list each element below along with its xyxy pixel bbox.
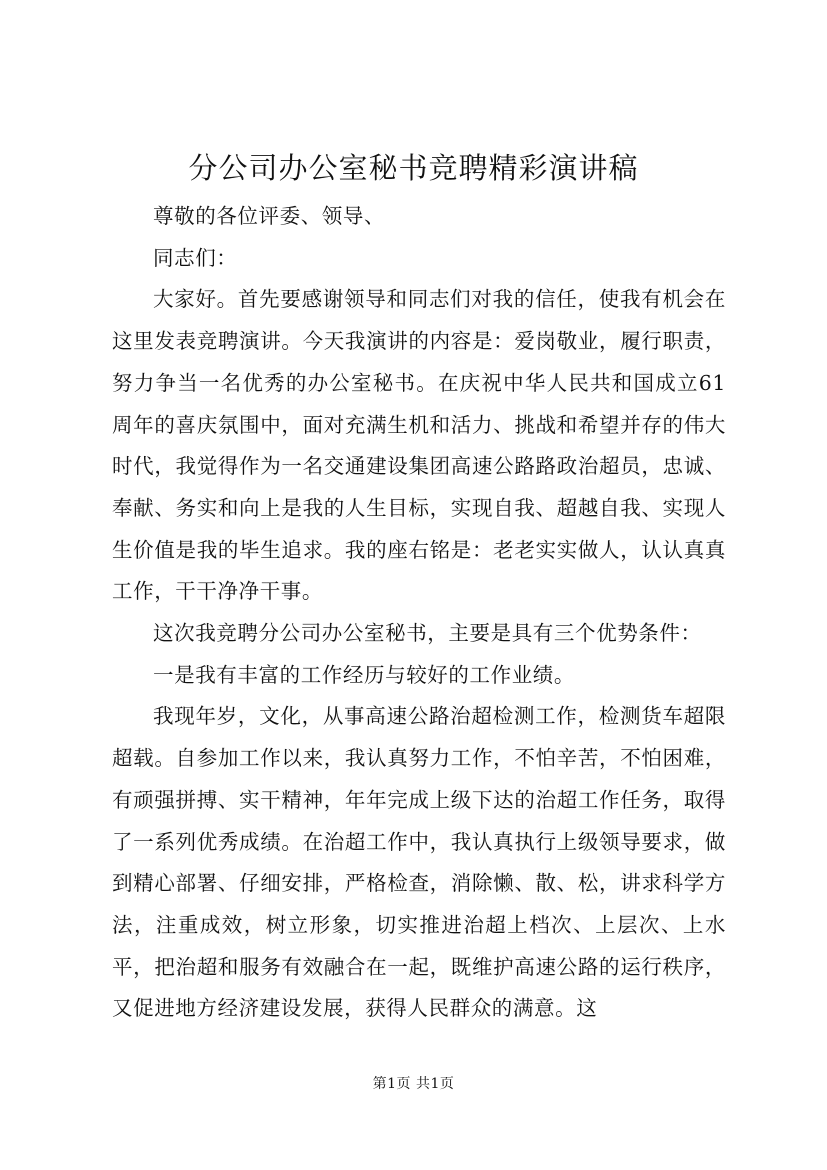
- paragraph-point-one: 一是我有丰富的工作经历与较好的工作业绩。: [153, 662, 575, 687]
- paragraph-advantages: 这次我竞聘分公司办公室秘书，主要是具有三个优势条件：: [153, 621, 702, 646]
- document-body: [112, 196, 726, 1030]
- document-title: 分公司办公室秘书竞聘精彩演讲稿: [188, 151, 639, 185]
- salutation-line-1: 尊敬的各位评委、领导、: [153, 204, 386, 228]
- salutation-line-2: 同志们：: [153, 245, 238, 270]
- paragraph-intro: 大家好。首先要感谢领导和同志们对我的信任，使我有机会在这里发表竞聘演讲。今天我演讲的内容是：爱岗敬业，履行职责，努力争当一名优秀的办公室秘书。在庆祝中华人民共和国成立61周年的喜庆氛围中，面对充满生机和活力、挑战和希望并存的伟大时代，我觉得作为一名交通建设集团高速公路路政治超员，忠诚、奉献、务实和向上是我的人生目标，实现自我、超越自我、实现人生价值是我的毕生追求。我的座右铭是：老老实实做人，认认真真工作，干干净净干事。: [112, 287, 726, 604]
- page-number-footer: 第1页 共1页: [372, 1076, 455, 1092]
- paragraph-experience: 我现年岁，文化，从事高速公路治超检测工作，检测货车超限超载。自参加工作以来，我认真努力工作，不怕辛苦，不怕困难，有顽强拼搏、实干精神，年年完成上级下达的治超工作任务，取得了一系列优秀成绩。在治超工作中，我认真执行上级领导要求，做到精心部署、仔细安排，严格检查，消除懒、散、松，讲求科学方法，注重成效，树立形象，切实推进治超上档次、上层次、上水平，把治超和服务有效融合在一起，既维护高速公路的运行秩序，又促进地方经济建设发展，获得人民群众的满意。这: [112, 704, 726, 1021]
